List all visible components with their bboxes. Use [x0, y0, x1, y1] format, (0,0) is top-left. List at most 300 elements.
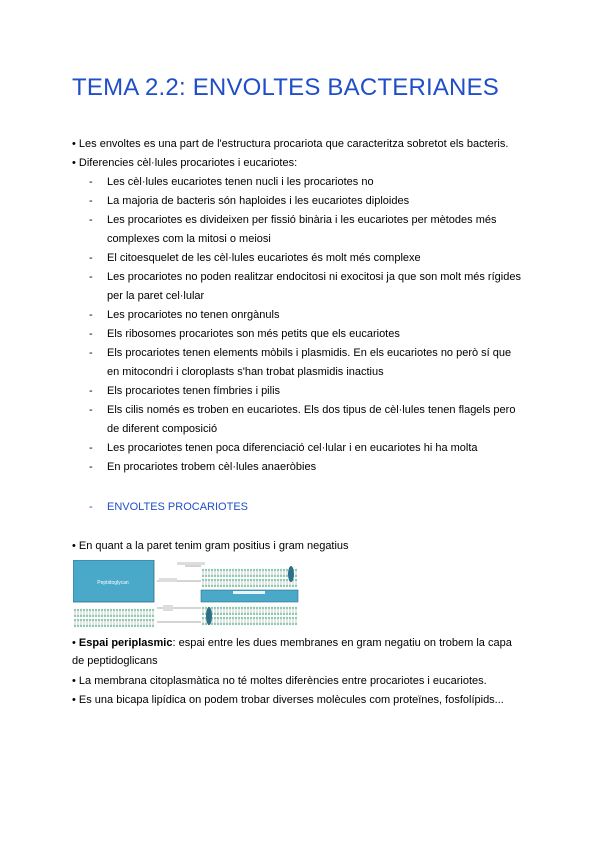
lipid-head [211, 575, 213, 577]
lipid-head [95, 625, 97, 627]
page-title: TEMA 2.2: ENVOLTES BACTERIANES [72, 74, 500, 101]
lipid-head [223, 607, 225, 609]
lipid-head [232, 579, 234, 581]
lipid-head [226, 613, 228, 615]
lipid-head [238, 569, 240, 571]
lipid-head [119, 625, 121, 627]
lipid-head [268, 585, 270, 587]
figure-label-mark [233, 591, 265, 594]
lipid-head [220, 607, 222, 609]
lipid-head [220, 585, 222, 587]
lipid-head [259, 613, 261, 615]
difference-item: Els ribosomes procariotes son més petits que els eucariotes [107, 328, 400, 340]
lipid-head [223, 569, 225, 571]
lipid-head [74, 609, 76, 611]
inner-membrane [202, 607, 297, 625]
lipid-head [83, 625, 85, 627]
lipid-head [253, 579, 255, 581]
lipid-head [214, 569, 216, 571]
lipid-head [116, 615, 118, 617]
difference-item: complexes com la mitosi o meiosi [107, 233, 271, 245]
list-dash: - [89, 501, 93, 513]
lipid-head [283, 607, 285, 609]
lipid-head [265, 617, 267, 619]
lipid-head [268, 613, 270, 615]
lipid-head [125, 615, 127, 617]
gram-positive-membrane [74, 609, 154, 627]
lipid-head [229, 607, 231, 609]
lipid-head [247, 569, 249, 571]
lipid-head [83, 619, 85, 621]
lipid-head [95, 615, 97, 617]
lipid-head [77, 615, 79, 617]
lipid-head [241, 579, 243, 581]
list-dash: - [89, 461, 93, 473]
lipid-head [119, 609, 121, 611]
lipid-head [152, 619, 154, 621]
difference-item: Els procariotes tenen elements mòbils i plasmidis. En els eucariotes no però sí que [107, 347, 512, 359]
lipid-head [262, 579, 264, 581]
cell-wall-bullet: • En quant a la paret tenim gram positius i gram negatius [72, 540, 349, 552]
lipid-head [253, 623, 255, 625]
lipid-head [262, 575, 264, 577]
lipid-head [223, 623, 225, 625]
difference-item: Les cèl·lules eucariotes tenen nucli i les procariotes no [107, 176, 374, 188]
lipid-head [262, 617, 264, 619]
lipid-head [214, 613, 216, 615]
lipid-head [223, 613, 225, 615]
lipid-head [271, 623, 273, 625]
lipid-head [283, 617, 285, 619]
difference-item: La majoria de bacteris són haploides i les eucariotes diploides [107, 195, 410, 207]
lipid-head [223, 575, 225, 577]
lipid-head [92, 619, 94, 621]
lipid-head [202, 623, 204, 625]
lipid-head [202, 607, 204, 609]
lipid-head [211, 569, 213, 571]
difference-item: Les procariotes es divideixen per fissió binària i les eucariotes per mètodes més [107, 214, 497, 226]
lipid-head [116, 625, 118, 627]
lipid-head [202, 579, 204, 581]
lipid-head [86, 619, 88, 621]
lipid-head [152, 625, 154, 627]
lipid-head [271, 607, 273, 609]
lipid-head [289, 617, 291, 619]
lipid-head [229, 579, 231, 581]
lipid-head [226, 579, 228, 581]
lipid-head [295, 607, 297, 609]
lipid-head [295, 569, 297, 571]
lipid-head [107, 625, 109, 627]
list-dash: - [89, 195, 93, 207]
lipid-head [250, 579, 252, 581]
lipid-head [226, 569, 228, 571]
lipid-head [208, 585, 210, 587]
lipid-head [277, 569, 279, 571]
lipid-head [140, 619, 142, 621]
lipid-head [247, 585, 249, 587]
lipid-head [131, 625, 133, 627]
lipid-head [256, 613, 258, 615]
lipid-head [241, 623, 243, 625]
lipid-head [211, 623, 213, 625]
figure-label-mark [163, 605, 173, 611]
lipid-head [214, 617, 216, 619]
lipid-head [134, 625, 136, 627]
lipid-head [104, 625, 106, 627]
lipid-head [143, 615, 145, 617]
lipid-head [211, 585, 213, 587]
lipid-head [238, 613, 240, 615]
lipid-head [134, 609, 136, 611]
lipid-head [280, 585, 282, 587]
lipid-head [262, 613, 264, 615]
lipid-head [250, 617, 252, 619]
lipid-head [125, 609, 127, 611]
lipid-head [226, 607, 228, 609]
bullet-symbol: • [72, 637, 79, 649]
membrane-bullet: • La membrana citoplasmàtica no té moltes diferències entre procariotes i eucariotes. [72, 675, 487, 687]
lipid-head [92, 615, 94, 617]
lipid-head [256, 617, 258, 619]
lipid-head [232, 623, 234, 625]
bilayer-bullet: • Es una bicapa lipídica on podem trobar diverses molècules com proteïnes, fosfolípids... [72, 694, 504, 706]
lipid-head [149, 609, 151, 611]
lipid-head [292, 585, 294, 587]
lipid-head [250, 569, 252, 571]
lipid-head [265, 575, 267, 577]
lipid-head [244, 607, 246, 609]
lipid-head [232, 569, 234, 571]
lipid-head [247, 613, 249, 615]
lipid-head [143, 619, 145, 621]
lipid-head [259, 607, 261, 609]
lipid-head [244, 617, 246, 619]
lipid-head [238, 579, 240, 581]
lipid-head [286, 607, 288, 609]
lipid-head [277, 613, 279, 615]
lipid-head [283, 623, 285, 625]
lipid-head [116, 609, 118, 611]
lipid-head [268, 617, 270, 619]
difference-item: Els cilis només es troben en eucariotes. Els dos tipus de cèl·lules tenen flagels pero [107, 404, 516, 416]
lipid-head [250, 613, 252, 615]
lipid-head [128, 625, 130, 627]
lipid-head [286, 623, 288, 625]
lipid-head [101, 625, 103, 627]
lipid-head [256, 569, 258, 571]
lipid-head [217, 569, 219, 571]
lipid-head [268, 579, 270, 581]
lipid-head [253, 613, 255, 615]
figure-label-mark [159, 578, 177, 582]
lipid-head [95, 619, 97, 621]
lipid-head [211, 607, 213, 609]
lipid-head [283, 613, 285, 615]
lipid-head [247, 575, 249, 577]
lipid-head [289, 613, 291, 615]
lipid-head [122, 619, 124, 621]
lipid-head [134, 619, 136, 621]
lipid-head [256, 579, 258, 581]
lipid-head [292, 623, 294, 625]
lipid-head [289, 607, 291, 609]
list-dash: - [89, 252, 93, 264]
lipid-head [259, 579, 261, 581]
lipid-head [229, 613, 231, 615]
list-dash: - [89, 442, 93, 454]
lipid-head [241, 607, 243, 609]
lipid-head [113, 609, 115, 611]
lipid-head [277, 617, 279, 619]
lipid-head [143, 625, 145, 627]
lipid-head [250, 585, 252, 587]
lipid-head [125, 625, 127, 627]
lipid-head [119, 619, 121, 621]
lipid-head [77, 625, 79, 627]
lipid-head [217, 607, 219, 609]
lipid-head [98, 625, 100, 627]
lipid-head [241, 585, 243, 587]
lipid-head [247, 579, 249, 581]
lipid-head [241, 575, 243, 577]
lipid-head [277, 585, 279, 587]
lipid-head [226, 617, 228, 619]
lipid-head [140, 609, 142, 611]
lipid-head [268, 607, 270, 609]
lipid-head [220, 617, 222, 619]
lipid-head [244, 575, 246, 577]
list-dash: - [89, 328, 93, 340]
lipid-head [152, 609, 154, 611]
lipid-head [280, 623, 282, 625]
lipid-head [280, 575, 282, 577]
lipid-head [229, 569, 231, 571]
lipid-head [98, 615, 100, 617]
lipid-head [271, 575, 273, 577]
lipid-head [235, 569, 237, 571]
lipid-head [265, 607, 267, 609]
lipid-head [280, 607, 282, 609]
lipid-head [256, 585, 258, 587]
lipid-head [220, 575, 222, 577]
list-dash: - [89, 385, 93, 397]
lipid-head [107, 609, 109, 611]
difference-item: El citoesquelet de les cèl·lules eucariotes és molt més complexe [107, 252, 421, 264]
lipid-head [113, 625, 115, 627]
lipid-head [271, 613, 273, 615]
lipid-head [217, 623, 219, 625]
lipid-head [274, 569, 276, 571]
lipid-head [238, 575, 240, 577]
lipid-head [265, 613, 267, 615]
lipid-head [250, 607, 252, 609]
lipid-head [292, 617, 294, 619]
difference-item: Les procariotes tenen poca diferenciació cel·lular i en eucariotes hi ha molta [107, 442, 478, 454]
lipid-head [110, 625, 112, 627]
lipid-head [202, 575, 204, 577]
lipid-head [226, 623, 228, 625]
lipid-head [232, 613, 234, 615]
list-dash: - [89, 347, 93, 359]
lipid-head [241, 613, 243, 615]
lipid-head [217, 575, 219, 577]
lipid-head [89, 619, 91, 621]
lipid-head [229, 575, 231, 577]
lipid-head [205, 623, 207, 625]
lipid-head [80, 625, 82, 627]
lipid-head [229, 617, 231, 619]
lipid-head [113, 615, 115, 617]
difference-item: Els procariotes tenen fímbries i pilis [107, 385, 281, 397]
lipid-head [277, 623, 279, 625]
lipid-head [89, 625, 91, 627]
list-dash: - [89, 176, 93, 188]
lipid-head [149, 619, 151, 621]
lipid-head [289, 585, 291, 587]
lipid-head [277, 579, 279, 581]
lipid-head [107, 615, 109, 617]
lipid-head [140, 615, 142, 617]
lipid-head [244, 579, 246, 581]
lipid-head [292, 607, 294, 609]
difference-item: Les procariotes no tenen onrgànuls [107, 309, 280, 321]
lipid-head [295, 613, 297, 615]
lipid-head [140, 625, 142, 627]
lipid-head [226, 585, 228, 587]
lipid-head [238, 585, 240, 587]
lipid-head [259, 585, 261, 587]
lipid-head [202, 569, 204, 571]
lipid-head [92, 609, 94, 611]
lipid-head [202, 613, 204, 615]
lipid-head [295, 575, 297, 577]
lipid-head [283, 575, 285, 577]
lipid-head [244, 585, 246, 587]
lipid-head [232, 585, 234, 587]
lipid-head [137, 619, 139, 621]
lipid-head [286, 579, 288, 581]
lipid-head [235, 607, 237, 609]
lipid-head [253, 617, 255, 619]
lipid-head [280, 617, 282, 619]
lipid-head [149, 625, 151, 627]
lipid-head [244, 613, 246, 615]
lipid-head [74, 625, 76, 627]
lipid-head [137, 609, 139, 611]
lipid-head [223, 585, 225, 587]
lipid-head [146, 619, 148, 621]
lipid-head [235, 623, 237, 625]
lipid-head [235, 613, 237, 615]
lipid-head [220, 569, 222, 571]
list-dash: - [89, 404, 93, 416]
lipid-head [83, 615, 85, 617]
lipid-head [235, 617, 237, 619]
lipid-head [253, 607, 255, 609]
lipid-head [238, 617, 240, 619]
lipid-head [217, 579, 219, 581]
lipid-head [104, 619, 106, 621]
lipid-head [268, 623, 270, 625]
lipid-head [125, 619, 127, 621]
membrane-protein [206, 607, 212, 625]
lipid-head [271, 617, 273, 619]
lipid-head [131, 609, 133, 611]
peptidoglycan-label: Peptidoglycan [97, 580, 129, 586]
lipid-head [86, 625, 88, 627]
lipid-head [256, 623, 258, 625]
intro-bullet: • Les envoltes es una part de l'estructura procariota que caracteritza sobretot els bacteris. [72, 138, 509, 150]
lipid-head [205, 569, 207, 571]
lipid-head [122, 609, 124, 611]
lipid-head [283, 579, 285, 581]
lipid-head [250, 575, 252, 577]
lipid-head [86, 609, 88, 611]
list-dash: - [89, 214, 93, 226]
lipid-head [83, 609, 85, 611]
lipid-head [265, 579, 267, 581]
lipid-head [220, 613, 222, 615]
lipid-head [280, 569, 282, 571]
lipid-head [247, 617, 249, 619]
lipid-head [101, 615, 103, 617]
lipid-head [205, 575, 207, 577]
lipid-head [229, 585, 231, 587]
lipid-head [202, 585, 204, 587]
lipid-head [259, 575, 261, 577]
lipid-head [77, 609, 79, 611]
lipid-head [214, 585, 216, 587]
lipid-head [116, 619, 118, 621]
lipid-head [289, 623, 291, 625]
differences-heading: • Diferencies cèl·lules procariotes i eucariotes: [72, 157, 298, 169]
lipid-head [217, 617, 219, 619]
lipid-head [149, 615, 151, 617]
periplasm-bullet [72, 637, 512, 650]
lipid-head [286, 575, 288, 577]
lipid-head [214, 579, 216, 581]
lipid-head [110, 619, 112, 621]
lipid-head [262, 623, 264, 625]
lipid-head [80, 609, 82, 611]
lipid-head [238, 607, 240, 609]
lipid-head [253, 569, 255, 571]
lipid-head [128, 619, 130, 621]
lipid-head [110, 615, 112, 617]
lipid-head [271, 579, 273, 581]
lipid-head [77, 619, 79, 621]
lipid-head [274, 579, 276, 581]
lipid-head [283, 569, 285, 571]
lipid-head [137, 625, 139, 627]
lipid-head [244, 623, 246, 625]
periplasm-continuation: de peptidoglicans [72, 655, 158, 667]
lipid-head [274, 585, 276, 587]
lipid-head [122, 615, 124, 617]
lipid-head [205, 579, 207, 581]
lipid-head [295, 617, 297, 619]
lipid-head [232, 607, 234, 609]
lipid-head [253, 585, 255, 587]
lipid-head [250, 623, 252, 625]
lipid-head [122, 625, 124, 627]
lipid-head [205, 607, 207, 609]
lipid-head [235, 585, 237, 587]
lipid-head [286, 569, 288, 571]
lipid-head [280, 579, 282, 581]
lipid-head [152, 615, 154, 617]
